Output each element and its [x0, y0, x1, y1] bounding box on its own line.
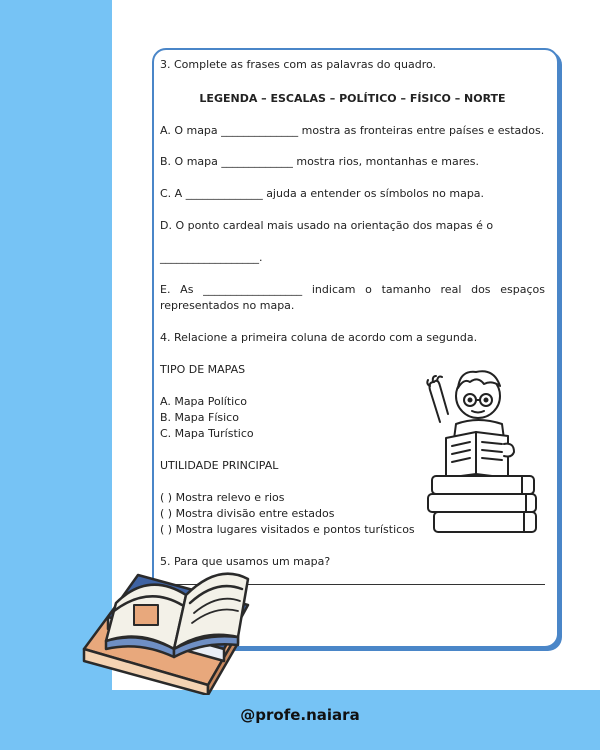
- map-type-b: B. Mapa Físico: [160, 411, 239, 424]
- q4-prompt: 4. Relacione a primeira coluna de acordo com a segunda.: [160, 331, 478, 344]
- sentence-a: A. O mapa ______________ mostra as fronteiras entre países e estados.: [160, 124, 545, 137]
- sentence-d-blank: __________________.: [160, 251, 263, 264]
- utility-1: ( ) Mostra relevo e rios: [160, 491, 285, 504]
- map-type-c: C. Mapa Turístico: [160, 427, 254, 440]
- sentence-c: C. A ______________ ajuda a entender os símbolos no mapa.: [160, 187, 485, 200]
- books-illustration: [78, 545, 273, 695]
- q3-prompt: 3. Complete as frases com as palavras do quadro.: [160, 58, 437, 71]
- q5-prompt: 5. Para que usamos um mapa?: [160, 555, 331, 568]
- sentence-e-line2: representados no mapa.: [160, 299, 295, 312]
- kid-illustration: [418, 362, 542, 552]
- sentence-e-line1: E. As __________________ indicam o tamanho real dos espaços: [160, 283, 545, 296]
- utility-3: ( ) Mostra lugares visitados e pontos turísticos: [160, 523, 415, 536]
- instagram-handle: @profe.naiara: [240, 706, 360, 724]
- utility-heading: UTILIDADE PRINCIPAL: [160, 459, 279, 472]
- types-heading: TIPO DE MAPAS: [160, 363, 246, 376]
- sentence-b: B. O mapa _____________ mostra rios, montanhas e mares.: [160, 155, 480, 168]
- word-box: LEGENDA – ESCALAS – POLÍTICO – FÍSICO – NORTE: [199, 92, 506, 105]
- map-type-a: A. Mapa Político: [160, 395, 248, 408]
- utility-2: ( ) Mostra divisão entre estados: [160, 507, 335, 520]
- sentence-d: D. O ponto cardeal mais usado na orientação dos mapas é o: [160, 219, 494, 232]
